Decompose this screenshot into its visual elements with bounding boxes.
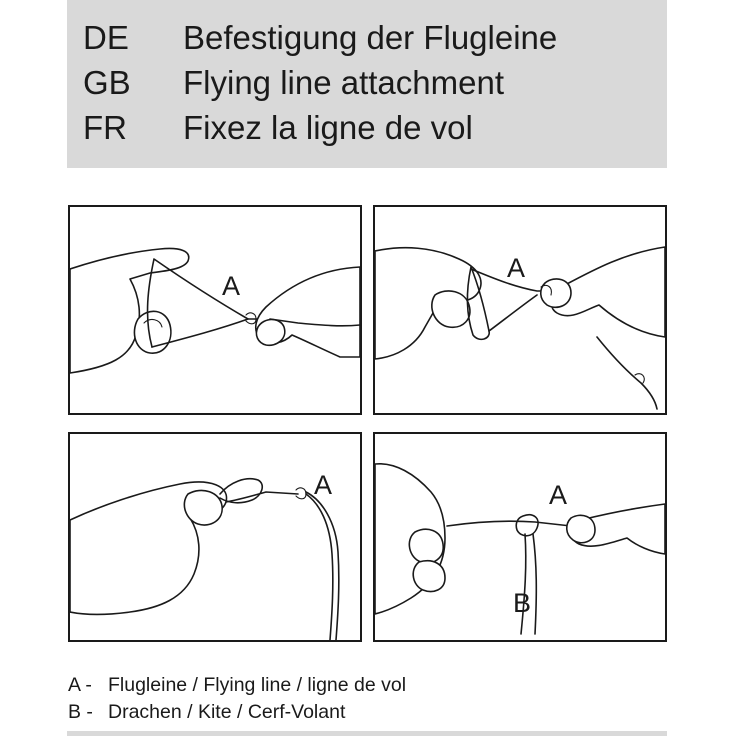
legend-row-a: [68, 673, 406, 697]
header-title: Befestigung der Flugleine: [183, 19, 558, 56]
legend-text: Drachen / Kite / Cerf-Volant: [108, 701, 346, 723]
legend-key: B -: [68, 701, 93, 723]
language-code: GB: [83, 64, 131, 101]
language-code: DE: [83, 19, 129, 56]
legend-text: Flugleine / Flying line / ligne de vol: [108, 674, 407, 696]
illustration-panel-2: [373, 205, 667, 415]
illustration-panel-3: [68, 432, 362, 642]
legend-row-b: [68, 700, 345, 724]
hands-line-illustration-4: [375, 434, 665, 640]
illustration-panel-1: [68, 205, 362, 415]
header-title: Fixez la ligne de vol: [183, 109, 473, 146]
hands-line-illustration-1: [70, 207, 360, 413]
label-a: A: [549, 480, 568, 510]
illustration-panel-4: [373, 432, 667, 642]
header-title: Flying line attachment: [183, 64, 504, 101]
language-code: FR: [83, 109, 127, 146]
header-band: [67, 0, 667, 168]
label-a: A: [222, 271, 241, 301]
label-b: B: [513, 588, 532, 618]
hands-line-illustration-2: [375, 207, 665, 413]
header-row-de: [83, 18, 557, 58]
legend-key: A -: [68, 674, 92, 696]
label-a: A: [507, 253, 526, 283]
header-row-fr: [83, 108, 473, 148]
footer-band: [67, 731, 667, 736]
label-a: A: [314, 470, 333, 500]
hands-line-illustration-3: [70, 434, 360, 640]
header-row-gb: [83, 63, 504, 103]
